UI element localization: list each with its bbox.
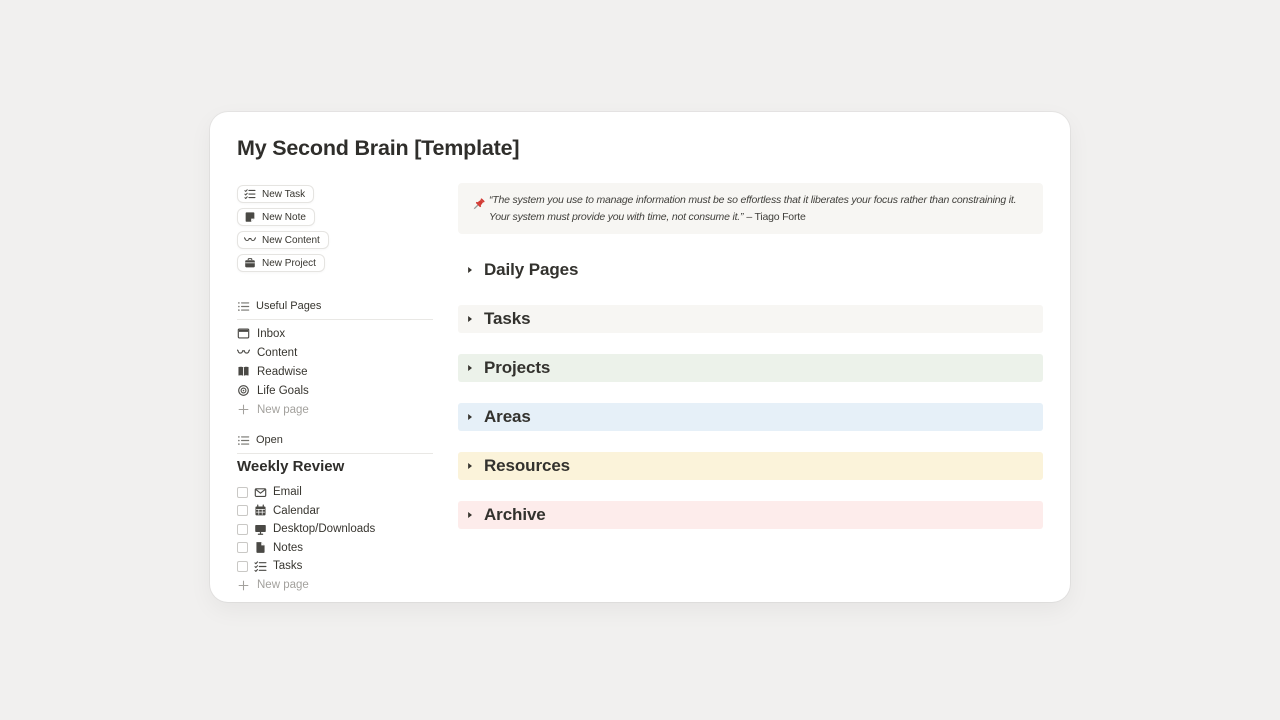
toggle-triangle-icon[interactable] <box>465 461 475 471</box>
toggle-triangle-icon[interactable] <box>465 510 475 520</box>
new-project-label: New Project <box>262 257 316 269</box>
plus-icon <box>237 403 250 416</box>
readwise-label: Readwise <box>257 365 308 378</box>
page-title: My Second Brain [Template] <box>237 136 520 160</box>
toggle-tasks[interactable] <box>458 305 1043 333</box>
divider <box>237 453 433 454</box>
desktop-downloads-label: Desktop/Downloads <box>273 523 376 536</box>
mail-icon <box>254 486 267 499</box>
projects-heading: Projects <box>484 358 551 377</box>
pushpin-icon <box>470 196 487 213</box>
notes-label: Notes <box>273 541 304 554</box>
sidebar-item-inbox[interactable] <box>237 324 433 343</box>
checkbox[interactable] <box>237 561 248 572</box>
toggle-projects[interactable] <box>458 354 1043 382</box>
calendar-icon <box>254 504 267 517</box>
new-content-label: New Content <box>262 234 320 246</box>
quote-line-2: Your system must provide you with time, not consume it.” <box>489 210 744 223</box>
toggle-archive[interactable] <box>458 501 1043 529</box>
sidebar-item-life-goals[interactable] <box>237 381 433 400</box>
briefcase-icon <box>244 257 256 269</box>
tasks-label: Tasks <box>273 560 303 573</box>
checklist-icon <box>244 188 256 200</box>
useful-pages-section <box>237 298 433 419</box>
glasses-icon <box>237 346 250 359</box>
note-icon <box>244 211 256 223</box>
action-buttons <box>237 185 329 277</box>
todo-item-tasks[interactable] <box>237 557 375 576</box>
useful-pages-label: Useful Pages <box>256 300 322 312</box>
divider <box>237 319 433 320</box>
page-icon <box>254 541 267 554</box>
inbox-label: Inbox <box>257 327 286 340</box>
toggle-triangle-icon[interactable] <box>465 363 475 373</box>
areas-heading: Areas <box>484 407 531 426</box>
todo-item-email[interactable] <box>237 483 375 502</box>
plus-icon <box>237 579 250 592</box>
checkbox[interactable] <box>237 542 248 553</box>
toggle-resources[interactable] <box>458 452 1043 480</box>
quote-line-1: “The system you use to manage information must be so effortless that it liberates your focus rather than constraining it. <box>489 194 1017 206</box>
toggle-triangle-icon[interactable] <box>465 314 475 324</box>
open-link[interactable] <box>237 432 433 448</box>
quote-text <box>489 192 1037 225</box>
sidebar-item-readwise[interactable] <box>237 362 433 381</box>
new-note-label: New Note <box>262 211 306 223</box>
toggle-triangle-icon[interactable] <box>465 265 475 275</box>
new-page-label: New page <box>257 579 309 591</box>
resources-heading: Resources <box>484 456 571 475</box>
list-icon <box>237 300 250 313</box>
toggle-areas[interactable] <box>458 403 1043 431</box>
todo-item-desktop-downloads[interactable] <box>237 520 375 539</box>
book-icon <box>237 365 250 378</box>
new-page-button[interactable] <box>237 576 375 595</box>
new-task-button[interactable] <box>237 185 314 203</box>
daily-pages-heading: Daily Pages <box>484 260 579 279</box>
toggle-sections <box>458 256 1043 550</box>
new-task-label: New Task <box>262 188 306 200</box>
content-label: Content <box>257 346 298 359</box>
weekly-review-section <box>237 458 375 595</box>
inbox-icon <box>237 327 250 340</box>
weekly-review-title: Weekly Review <box>237 458 345 475</box>
todo-item-calendar[interactable] <box>237 502 375 521</box>
checkbox[interactable] <box>237 524 248 535</box>
toggle-triangle-icon[interactable] <box>465 412 475 422</box>
toggle-daily-pages[interactable] <box>458 256 1043 284</box>
quote-callout <box>458 183 1043 234</box>
desktop-icon <box>254 523 267 536</box>
useful-pages-link[interactable] <box>237 298 433 314</box>
checkbox[interactable] <box>237 505 248 516</box>
list-icon <box>237 434 250 447</box>
open-section <box>237 432 433 458</box>
sidebar-item-content[interactable] <box>237 343 433 362</box>
calendar-label: Calendar <box>273 504 320 517</box>
tasks-heading: Tasks <box>484 309 531 328</box>
notion-page-card <box>210 112 1070 602</box>
checklist-icon <box>254 560 267 573</box>
quote-attribution: – Tiago Forte <box>746 210 806 223</box>
life-goals-label: Life Goals <box>257 384 309 397</box>
new-project-button[interactable] <box>237 254 325 272</box>
new-page-label: New page <box>257 403 309 416</box>
glasses-icon <box>244 234 256 246</box>
archive-heading: Archive <box>484 505 546 524</box>
new-content-button[interactable] <box>237 231 329 249</box>
email-label: Email <box>273 486 302 499</box>
new-note-button[interactable] <box>237 208 315 226</box>
new-page-button[interactable] <box>237 400 433 419</box>
todo-item-notes[interactable] <box>237 539 375 558</box>
checkbox[interactable] <box>237 487 248 498</box>
open-label: Open <box>256 434 283 446</box>
target-icon <box>237 384 250 397</box>
